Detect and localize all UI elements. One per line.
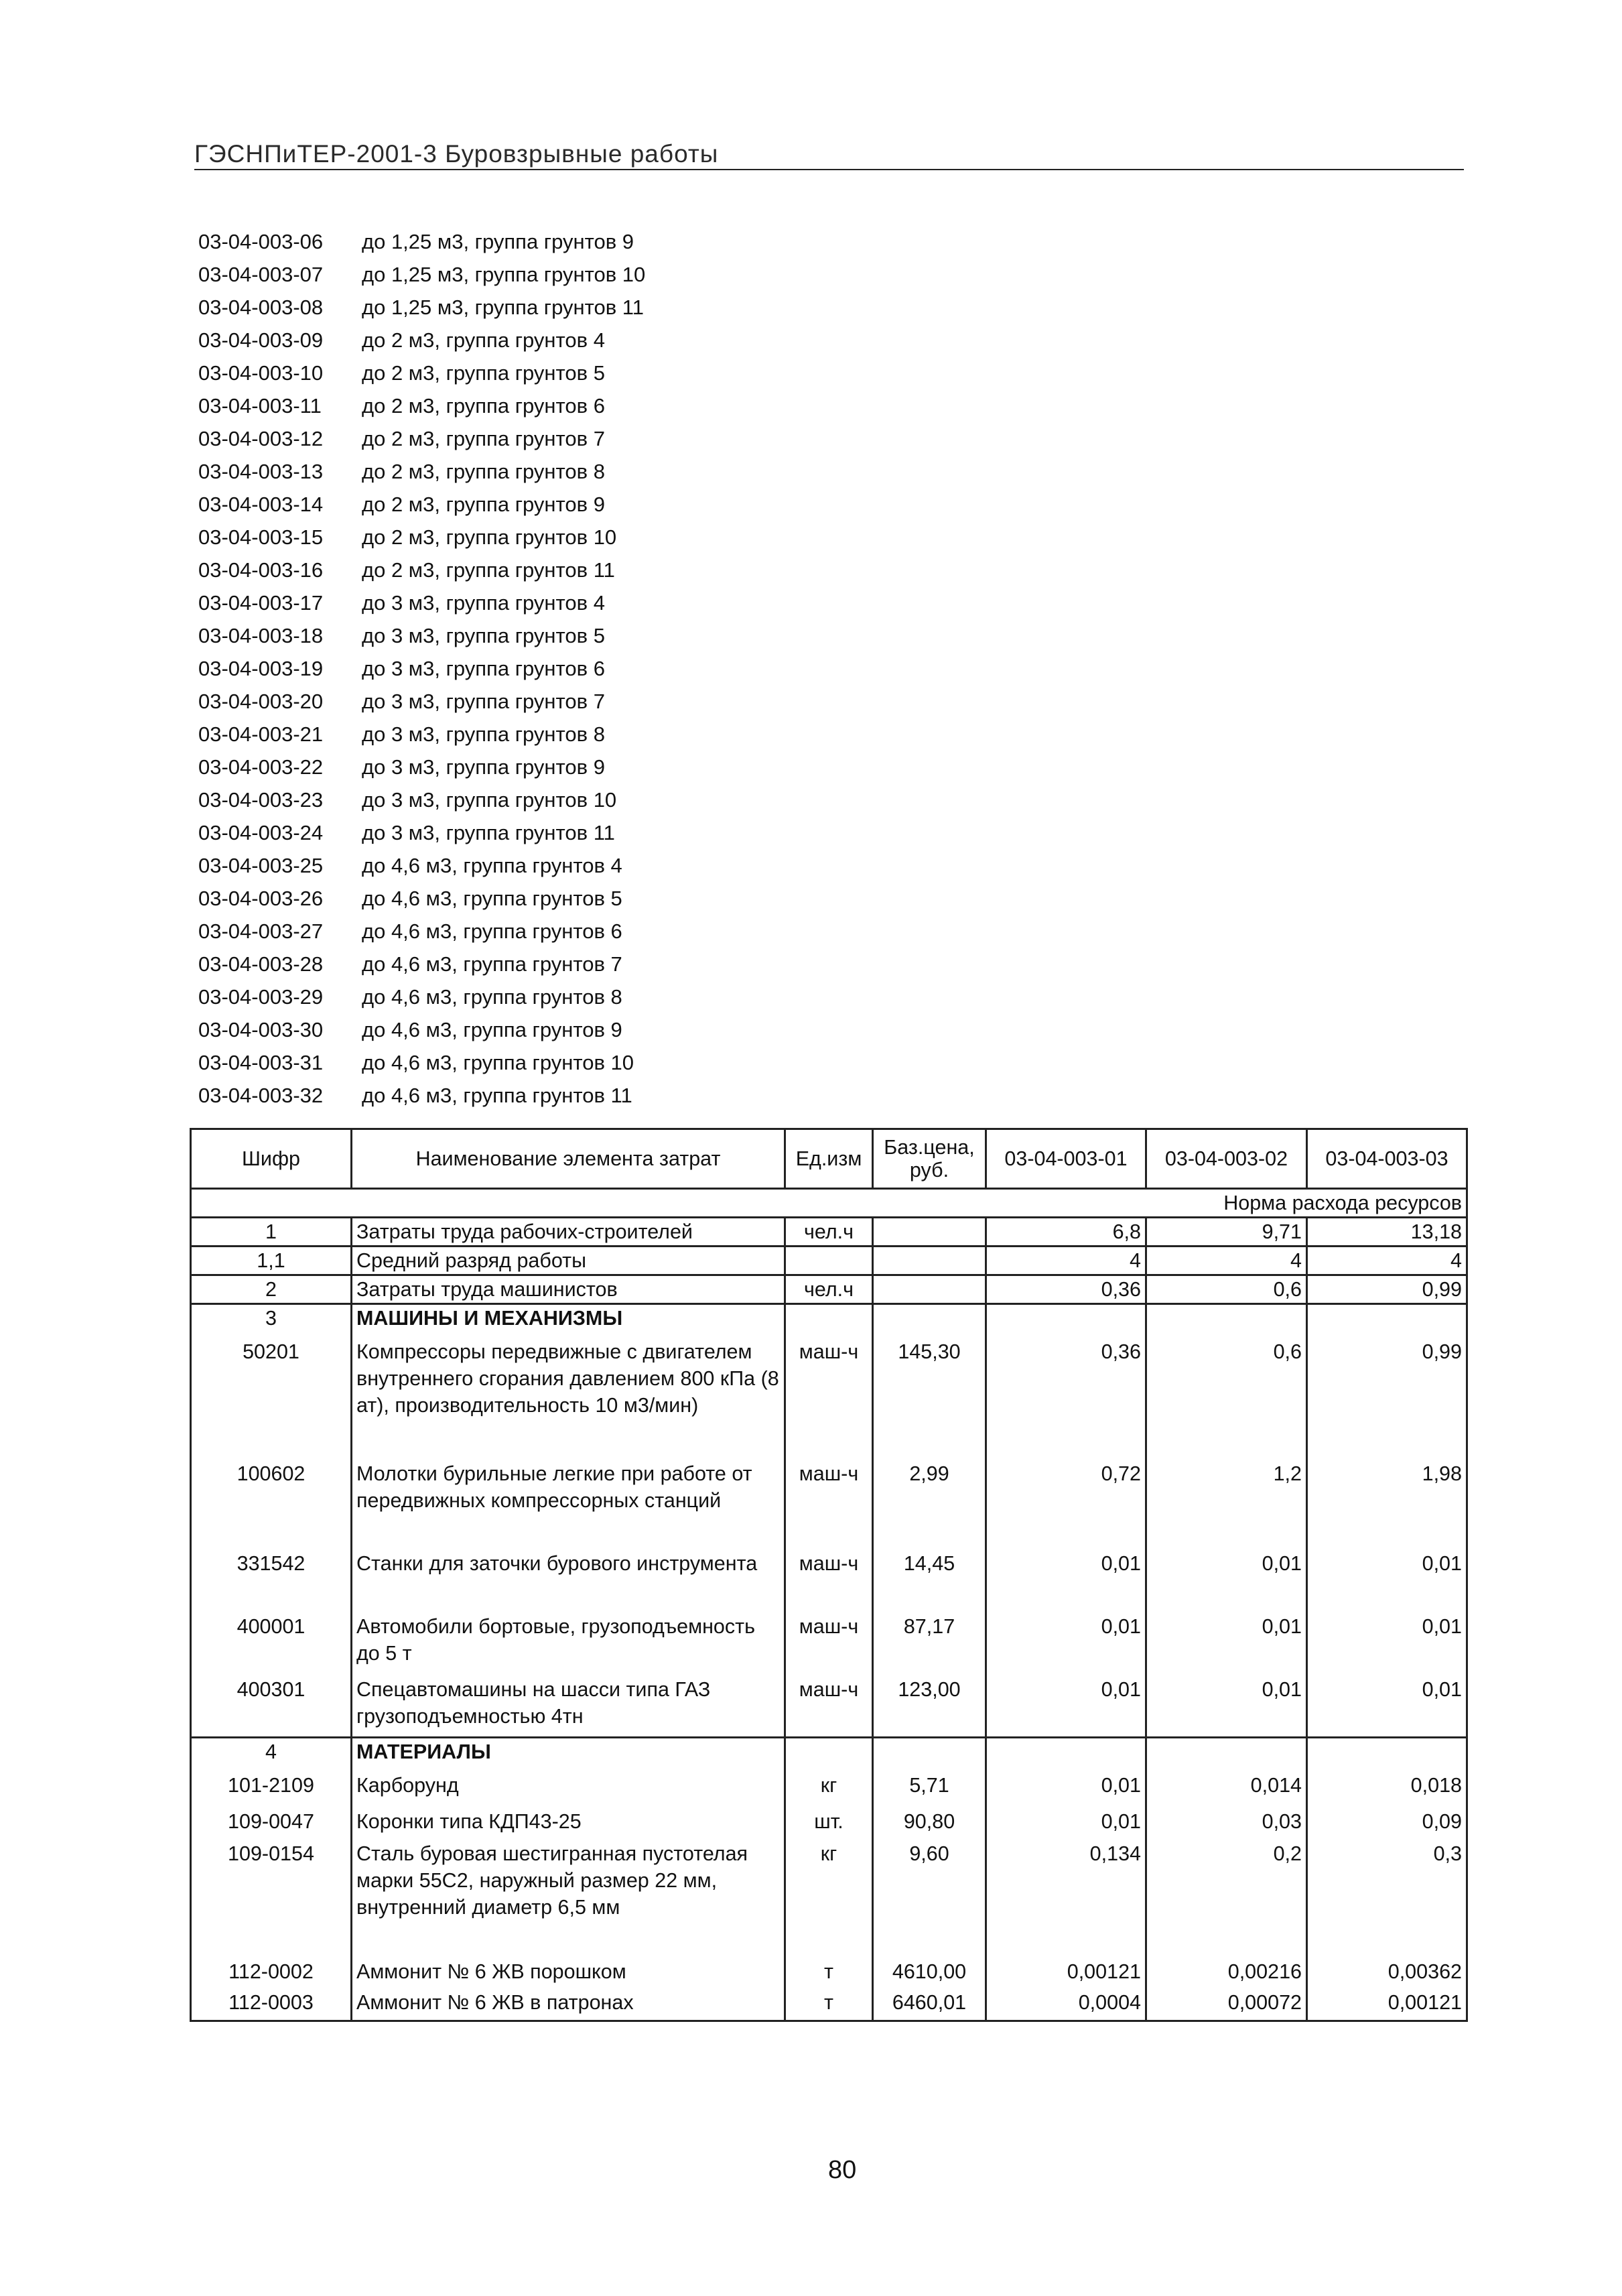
cell-price: [873, 1738, 986, 1766]
code: 03-04-003-19: [198, 657, 324, 680]
table-row: [191, 1840, 1467, 1958]
code-list-item: [198, 389, 645, 422]
cell-unit: т: [785, 1958, 873, 1989]
cell-price: 145,30: [873, 1332, 986, 1454]
cell-shifr: 400001: [191, 1613, 352, 1676]
code: 03-04-003-21: [198, 722, 324, 746]
code-desc: до 4,6 м3, группа грунтов 7: [362, 952, 622, 976]
cell-value-1: [986, 1304, 1146, 1332]
cell-price: 14,45: [873, 1550, 986, 1613]
cell-name: Аммонит № 6 ЖВ в патронах: [352, 1989, 785, 2021]
code-list-item: [198, 849, 645, 882]
cell-shifr: 109-0047: [191, 1803, 352, 1840]
code-desc: до 4,6 м3, группа грунтов 9: [362, 1018, 622, 1041]
header-col-1: 03-04-003-01: [986, 1129, 1146, 1189]
cell-value-2: 0,01: [1146, 1613, 1307, 1676]
cell-name: Станки для заточки бурового инструмента: [352, 1550, 785, 1613]
code-list-item: [198, 718, 645, 751]
code-list-item: [198, 586, 645, 619]
cell-shifr: 101-2109: [191, 1765, 352, 1803]
code: 03-04-003-24: [198, 821, 324, 844]
cell-name: Сталь буровая шестигранная пустотелая марки 55С2, наружный размер 22 мм, внутренний диаметр 6,5 мм: [352, 1840, 785, 1958]
code-desc: до 1,25 м3, группа грунтов 11: [362, 296, 644, 319]
cell-value-1: 0,01: [986, 1803, 1146, 1840]
table-row: [191, 1247, 1467, 1275]
cell-name: Затраты труда рабочих-строителей: [352, 1218, 785, 1247]
code-list: [198, 225, 645, 1112]
cell-value-1: 6,8: [986, 1218, 1146, 1247]
cell-shifr: 2: [191, 1275, 352, 1304]
cell-value-3: 0,01: [1307, 1550, 1467, 1613]
code: 03-04-003-18: [198, 624, 324, 647]
cell-shifr: 100602: [191, 1454, 352, 1550]
code: 03-04-003-29: [198, 985, 324, 1009]
table-row: [191, 1958, 1467, 1989]
cell-name: Молотки бурильные легкие при работе от передвижных компрессорных станций: [352, 1454, 785, 1550]
cell-unit: чел.ч: [785, 1218, 873, 1247]
code-desc: до 4,6 м3, группа грунтов 11: [362, 1084, 632, 1107]
cell-value-3: 0,01: [1307, 1676, 1467, 1738]
code-list-item: [198, 291, 645, 324]
code: 03-04-003-11: [198, 394, 322, 418]
code-desc: до 3 м3, группа грунтов 9: [362, 755, 605, 779]
header-col-3: 03-04-003-03: [1307, 1129, 1467, 1189]
cell-shifr: 1: [191, 1218, 352, 1247]
cell-name: Средний разряд работы: [352, 1247, 785, 1275]
code-desc: до 2 м3, группа грунтов 7: [362, 427, 605, 450]
cell-value-3: [1307, 1304, 1467, 1332]
page-number: 80: [828, 2156, 857, 2184]
cell-value-1: 0,0004: [986, 1989, 1146, 2021]
cell-value-1: 0,01: [986, 1550, 1146, 1613]
cell-price: 2,99: [873, 1454, 986, 1550]
code: 03-04-003-06: [198, 230, 324, 253]
norm-caption: Норма расхода ресурсов: [191, 1189, 1467, 1218]
norm-caption-row: [191, 1189, 1467, 1218]
cell-unit: кг: [785, 1765, 873, 1803]
cell-value-2: 0,01: [1146, 1550, 1307, 1613]
code: 03-04-003-09: [198, 328, 324, 352]
code: 03-04-003-32: [198, 1084, 324, 1107]
cell-price: 6460,01: [873, 1989, 986, 2021]
cell-unit: [785, 1247, 873, 1275]
code-list-item: [198, 455, 645, 488]
cell-name: Компрессоры передвижные с двигателем внутреннего сгорания давлением 800 кПа (8 ат), производительность 10 м3/мин): [352, 1332, 785, 1454]
cell-value-1: 0,72: [986, 1454, 1146, 1550]
code: 03-04-003-17: [198, 591, 324, 615]
cell-value-1: 4: [986, 1247, 1146, 1275]
code-list-item: [198, 751, 645, 783]
code-list-item: [198, 1079, 645, 1112]
code-list-item: [198, 685, 645, 718]
cell-price: [873, 1275, 986, 1304]
cell-value-1: 0,00121: [986, 1958, 1146, 1989]
code: 03-04-003-26: [198, 887, 324, 910]
table-row: [191, 1803, 1467, 1840]
cell-value-2: 4: [1146, 1247, 1307, 1275]
code-desc: до 3 м3, группа грунтов 10: [362, 788, 617, 812]
code-desc: до 3 м3, группа грунтов 11: [362, 821, 615, 844]
cell-value-3: 0,018: [1307, 1765, 1467, 1803]
table-header-row: [191, 1129, 1467, 1189]
code-desc: до 2 м3, группа грунтов 10: [362, 525, 617, 549]
table-row: [191, 1613, 1467, 1676]
table-row: [191, 1989, 1467, 2021]
code: 03-04-003-13: [198, 460, 324, 483]
header-unit: Ед.изм: [785, 1129, 873, 1189]
code-desc: до 3 м3, группа грунтов 5: [362, 624, 605, 647]
cell-value-1: 0,01: [986, 1765, 1146, 1803]
code: 03-04-003-07: [198, 263, 324, 286]
cell-value-2: 0,6: [1146, 1332, 1307, 1454]
cell-price: [873, 1247, 986, 1275]
table-row: [191, 1676, 1467, 1738]
code-desc: до 1,25 м3, группа грунтов 9: [362, 230, 634, 253]
cell-value-3: 0,99: [1307, 1332, 1467, 1454]
cell-value-1: 0,36: [986, 1332, 1146, 1454]
cell-unit: [785, 1738, 873, 1766]
code: 03-04-003-30: [198, 1018, 324, 1041]
cell-price: 87,17: [873, 1613, 986, 1676]
code: 03-04-003-08: [198, 296, 324, 319]
cell-unit: шт.: [785, 1803, 873, 1840]
cell-name: Затраты труда машинистов: [352, 1275, 785, 1304]
code: 03-04-003-31: [198, 1051, 324, 1074]
table-row: [191, 1765, 1467, 1803]
cell-unit: [785, 1304, 873, 1332]
code-list-item: [198, 1046, 645, 1079]
cell-unit: маш-ч: [785, 1550, 873, 1613]
cell-unit: маш-ч: [785, 1613, 873, 1676]
cell-value-3: 0,3: [1307, 1840, 1467, 1958]
cell-unit: маш-ч: [785, 1332, 873, 1454]
code-desc: до 4,6 м3, группа грунтов 4: [362, 854, 622, 877]
code: 03-04-003-28: [198, 952, 324, 976]
cell-value-2: 9,71: [1146, 1218, 1307, 1247]
code-desc: до 4,6 м3, группа грунтов 5: [362, 887, 622, 910]
cell-value-3: 0,00362: [1307, 1958, 1467, 1989]
code: 03-04-003-10: [198, 361, 324, 385]
code: 03-04-003-14: [198, 493, 324, 516]
cell-unit: маш-ч: [785, 1676, 873, 1738]
code-list-item: [198, 652, 645, 685]
code-desc: до 3 м3, группа грунтов 8: [362, 722, 605, 746]
code-list-item: [198, 258, 645, 291]
code-list-item: [198, 980, 645, 1013]
cell-value-2: [1146, 1304, 1307, 1332]
code-desc: до 4,6 м3, группа грунтов 8: [362, 985, 622, 1009]
header-col-2: 03-04-003-02: [1146, 1129, 1307, 1189]
cell-unit: чел.ч: [785, 1275, 873, 1304]
cell-shifr: 1,1: [191, 1247, 352, 1275]
cell-value-3: 4: [1307, 1247, 1467, 1275]
code-list-item: [198, 1013, 645, 1046]
cell-value-3: 0,01: [1307, 1613, 1467, 1676]
table-row: [191, 1454, 1467, 1550]
code-list-item: [198, 422, 645, 455]
code: 03-04-003-15: [198, 525, 324, 549]
code: 03-04-003-16: [198, 558, 324, 582]
code-desc: до 4,6 м3, группа грунтов 10: [362, 1051, 634, 1074]
code-desc: до 2 м3, группа грунтов 11: [362, 558, 615, 582]
cell-shifr: 112-0002: [191, 1958, 352, 1989]
cell-price: 5,71: [873, 1765, 986, 1803]
cell-value-1: 0,01: [986, 1676, 1146, 1738]
code: 03-04-003-20: [198, 690, 324, 713]
code-list-item: [198, 783, 645, 816]
cell-value-2: 0,01: [1146, 1676, 1307, 1738]
cell-price: 4610,00: [873, 1958, 986, 1989]
cell-value-2: 1,2: [1146, 1454, 1307, 1550]
table-row: [191, 1550, 1467, 1613]
cell-value-3: 0,09: [1307, 1803, 1467, 1840]
code-desc: до 2 м3, группа грунтов 6: [362, 394, 605, 418]
section-row: [191, 1738, 1467, 1766]
cell-value-2: 0,03: [1146, 1803, 1307, 1840]
code: 03-04-003-22: [198, 755, 324, 779]
code-desc: до 3 м3, группа грунтов 7: [362, 690, 605, 713]
code: 03-04-003-27: [198, 919, 324, 943]
cell-value-3: 0,99: [1307, 1275, 1467, 1304]
cell-price: [873, 1218, 986, 1247]
header-shifr: Шифр: [191, 1129, 352, 1189]
code-list-item: [198, 915, 645, 948]
code-desc: до 3 м3, группа грунтов 6: [362, 657, 605, 680]
cell-unit: т: [785, 1989, 873, 2021]
table-row: [191, 1275, 1467, 1304]
cell-value-1: 0,36: [986, 1275, 1146, 1304]
section-row: [191, 1304, 1467, 1332]
cell-shifr: 109-0154: [191, 1840, 352, 1958]
cell-price: 9,60: [873, 1840, 986, 1958]
code-desc: до 3 м3, группа грунтов 4: [362, 591, 605, 615]
code-list-item: [198, 554, 645, 586]
code-list-item: [198, 948, 645, 980]
cell-value-2: [1146, 1738, 1307, 1766]
cell-shifr: 3: [191, 1304, 352, 1332]
table-row: [191, 1218, 1467, 1247]
cell-price: 90,80: [873, 1803, 986, 1840]
cell-name: Аммонит № 6 ЖВ порошком: [352, 1958, 785, 1989]
cell-value-1: 0,01: [986, 1613, 1146, 1676]
cell-value-1: [986, 1738, 1146, 1766]
cell-value-3: 1,98: [1307, 1454, 1467, 1550]
resource-norms-table: [190, 1128, 1468, 2022]
cell-value-2: 0,00216: [1146, 1958, 1307, 1989]
cell-value-3: 0,00121: [1307, 1989, 1467, 2021]
cell-name: Коронки типа КДП43-25: [352, 1803, 785, 1840]
header-price: Баз.цена, руб.: [873, 1129, 986, 1189]
cell-shifr: 331542: [191, 1550, 352, 1613]
code-desc: до 4,6 м3, группа грунтов 6: [362, 919, 622, 943]
page-header: ГЭСНПиТЕР-2001-3 Буровзрывные работы: [194, 139, 1464, 170]
cell-shifr: 112-0003: [191, 1989, 352, 2021]
header-name: Наименование элемента затрат: [352, 1129, 785, 1189]
cell-price: [873, 1304, 986, 1332]
cell-value-1: 0,134: [986, 1840, 1146, 1958]
section-title: МАТЕРИАЛЫ: [352, 1738, 785, 1766]
code-desc: до 2 м3, группа грунтов 4: [362, 328, 605, 352]
code-desc: до 2 м3, группа грунтов 5: [362, 361, 605, 385]
cell-value-2: 0,2: [1146, 1840, 1307, 1958]
cell-shifr: 400301: [191, 1676, 352, 1738]
code-list-item: [198, 324, 645, 357]
code-list-item: [198, 816, 645, 849]
cell-name: Карборунд: [352, 1765, 785, 1803]
cell-price: 123,00: [873, 1676, 986, 1738]
cell-name: Автомобили бортовые, грузоподъемность до 5 т: [352, 1613, 785, 1676]
code: 03-04-003-12: [198, 427, 324, 450]
code-list-item: [198, 225, 645, 258]
section-title: МАШИНЫ И МЕХАНИЗМЫ: [352, 1304, 785, 1332]
cell-unit: кг: [785, 1840, 873, 1958]
cell-value-2: 0,00072: [1146, 1989, 1307, 2021]
code-list-item: [198, 882, 645, 915]
code-desc: до 2 м3, группа грунтов 9: [362, 493, 605, 516]
cell-value-3: [1307, 1738, 1467, 1766]
table-row: [191, 1332, 1467, 1454]
code-list-item: [198, 488, 645, 521]
code-list-item: [198, 521, 645, 554]
cell-shifr: 4: [191, 1738, 352, 1766]
code-desc: до 2 м3, группа грунтов 8: [362, 460, 605, 483]
code-list-item: [198, 619, 645, 652]
cell-value-2: 0,6: [1146, 1275, 1307, 1304]
code: 03-04-003-25: [198, 854, 324, 877]
cell-value-3: 13,18: [1307, 1218, 1467, 1247]
code-desc: до 1,25 м3, группа грунтов 10: [362, 263, 646, 286]
cell-value-2: 0,014: [1146, 1765, 1307, 1803]
code: 03-04-003-23: [198, 788, 324, 812]
cell-name: Спецавтомашины на шасси типа ГАЗ грузоподъемностью 4тн: [352, 1676, 785, 1738]
cell-unit: маш-ч: [785, 1454, 873, 1550]
cell-shifr: 50201: [191, 1332, 352, 1454]
code-list-item: [198, 357, 645, 389]
